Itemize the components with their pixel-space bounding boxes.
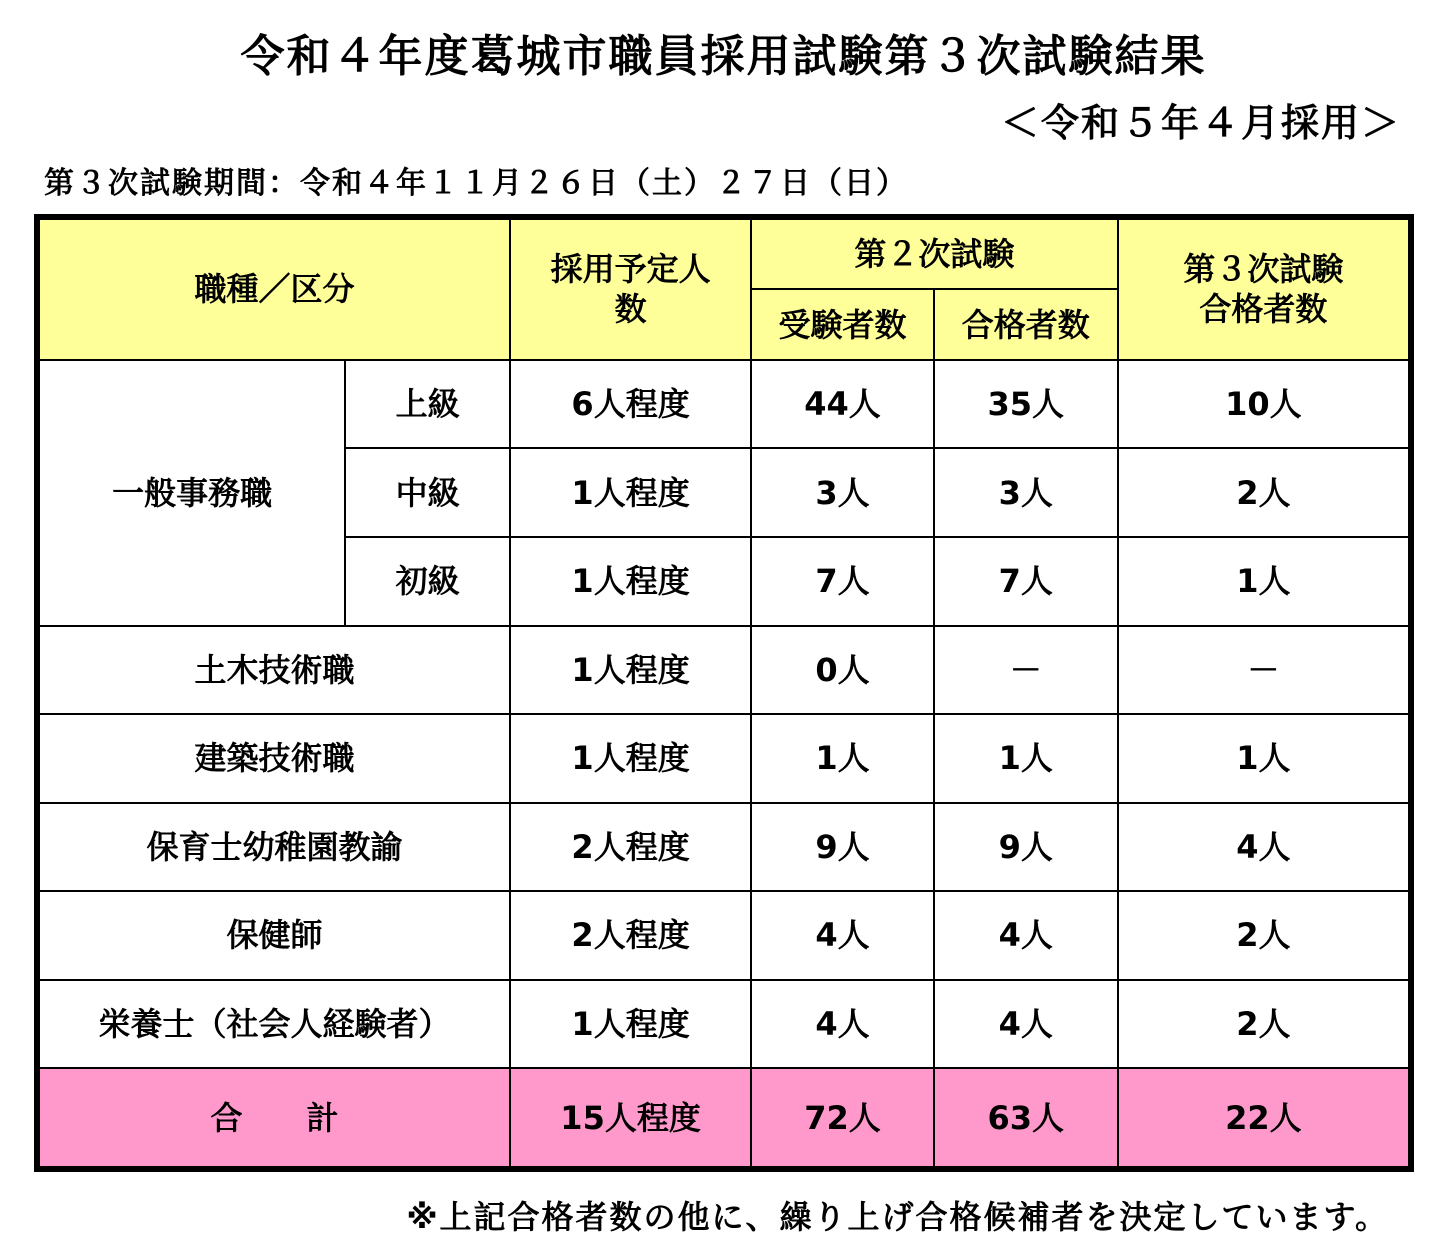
job-cell: 建築技術職 xyxy=(37,714,510,803)
examinees-cell: 0人 xyxy=(751,626,934,715)
passers3-cell: 2人 xyxy=(1118,980,1411,1069)
table-row xyxy=(37,803,1411,892)
passers2-cell: 4人 xyxy=(934,980,1118,1069)
header-passers: 合格者数 xyxy=(934,289,1118,359)
job-cell: 保育士幼稚園教諭 xyxy=(37,803,510,892)
passers2-cell: 4人 xyxy=(934,891,1118,980)
header-planned xyxy=(510,217,751,360)
page-subtitle: ＜令和５年４月採用＞ xyxy=(1000,101,1401,145)
examinees-cell: 3人 xyxy=(751,448,934,537)
level-cell: 中級 xyxy=(345,448,510,537)
table-row xyxy=(37,891,1411,980)
total-label: 合 計 xyxy=(37,1068,510,1169)
total-examinees: 72人 xyxy=(751,1068,934,1169)
passers2-cell: 1人 xyxy=(934,714,1118,803)
header-second-exam: 第２次試験 xyxy=(751,217,1118,289)
planned-cell: 2人程度 xyxy=(510,891,751,980)
passers3-cell: 1人 xyxy=(1118,537,1411,626)
job-cell: 土木技術職 xyxy=(37,626,510,715)
planned-cell: 1人程度 xyxy=(510,448,751,537)
examinees-cell: 1人 xyxy=(751,714,934,803)
header-third-exam xyxy=(1118,217,1411,360)
total-passers2: 63人 xyxy=(934,1068,1118,1169)
passers3-cell: 4人 xyxy=(1118,803,1411,892)
examinees-cell: 4人 xyxy=(751,891,934,980)
header-planned-line2: 数 xyxy=(614,290,647,329)
planned-cell: 1人程度 xyxy=(510,537,751,626)
examinees-cell: 4人 xyxy=(751,980,934,1069)
header-category: 職種／区分 xyxy=(37,217,510,360)
level-cell: 初級 xyxy=(345,537,510,626)
total-passers3: 22人 xyxy=(1118,1068,1411,1169)
passers3-cell: 1人 xyxy=(1118,714,1411,803)
job-cell: 保健師 xyxy=(37,891,510,980)
examinees-cell: 7人 xyxy=(751,537,934,626)
total-row xyxy=(37,1068,1411,1169)
planned-cell: 2人程度 xyxy=(510,803,751,892)
planned-cell: 1人程度 xyxy=(510,714,751,803)
exam-period: 第３次試験期間：令和４年１１月２６日（土）２７日（日） xyxy=(44,166,908,201)
job-cell: 一般事務職 xyxy=(37,360,345,626)
examinees-cell: 44人 xyxy=(751,360,934,449)
passers2-cell: 9人 xyxy=(934,803,1118,892)
header-third-exam-line2: 合格者数 xyxy=(1199,290,1328,329)
table-row xyxy=(37,714,1411,803)
passers3-cell: 2人 xyxy=(1118,448,1411,537)
page-title: 令和４年度葛城市職員採用試験第３次試験結果 xyxy=(240,31,1207,82)
passers3-cell: 10人 xyxy=(1118,360,1411,449)
table-row xyxy=(37,980,1411,1069)
passers3-cell: 2人 xyxy=(1118,891,1411,980)
results-table xyxy=(34,214,1414,1172)
examinees-cell: 9人 xyxy=(751,803,934,892)
passers3-cell: － xyxy=(1118,626,1411,715)
passers2-cell: 7人 xyxy=(934,537,1118,626)
planned-cell: 1人程度 xyxy=(510,626,751,715)
total-planned: 15人程度 xyxy=(510,1068,751,1169)
header-third-exam-line1: 第３次試験 xyxy=(1183,250,1344,289)
passers2-cell: 3人 xyxy=(934,448,1118,537)
planned-cell: 1人程度 xyxy=(510,980,751,1069)
footnote: ※上記合格者数の他に、繰り上げ合格候補者を決定しています。 xyxy=(406,1198,1389,1236)
header-row-1 xyxy=(37,217,1411,289)
level-cell: 上級 xyxy=(345,360,510,449)
planned-cell: 6人程度 xyxy=(510,360,751,449)
table-row xyxy=(37,626,1411,715)
passers2-cell: 35人 xyxy=(934,360,1118,449)
header-planned-line1: 採用予定人 xyxy=(550,250,711,289)
job-cell: 栄養士（社会人経験者） xyxy=(37,980,510,1069)
table-row xyxy=(37,360,1411,449)
passers2-cell: － xyxy=(934,626,1118,715)
header-examinees: 受験者数 xyxy=(751,289,934,359)
